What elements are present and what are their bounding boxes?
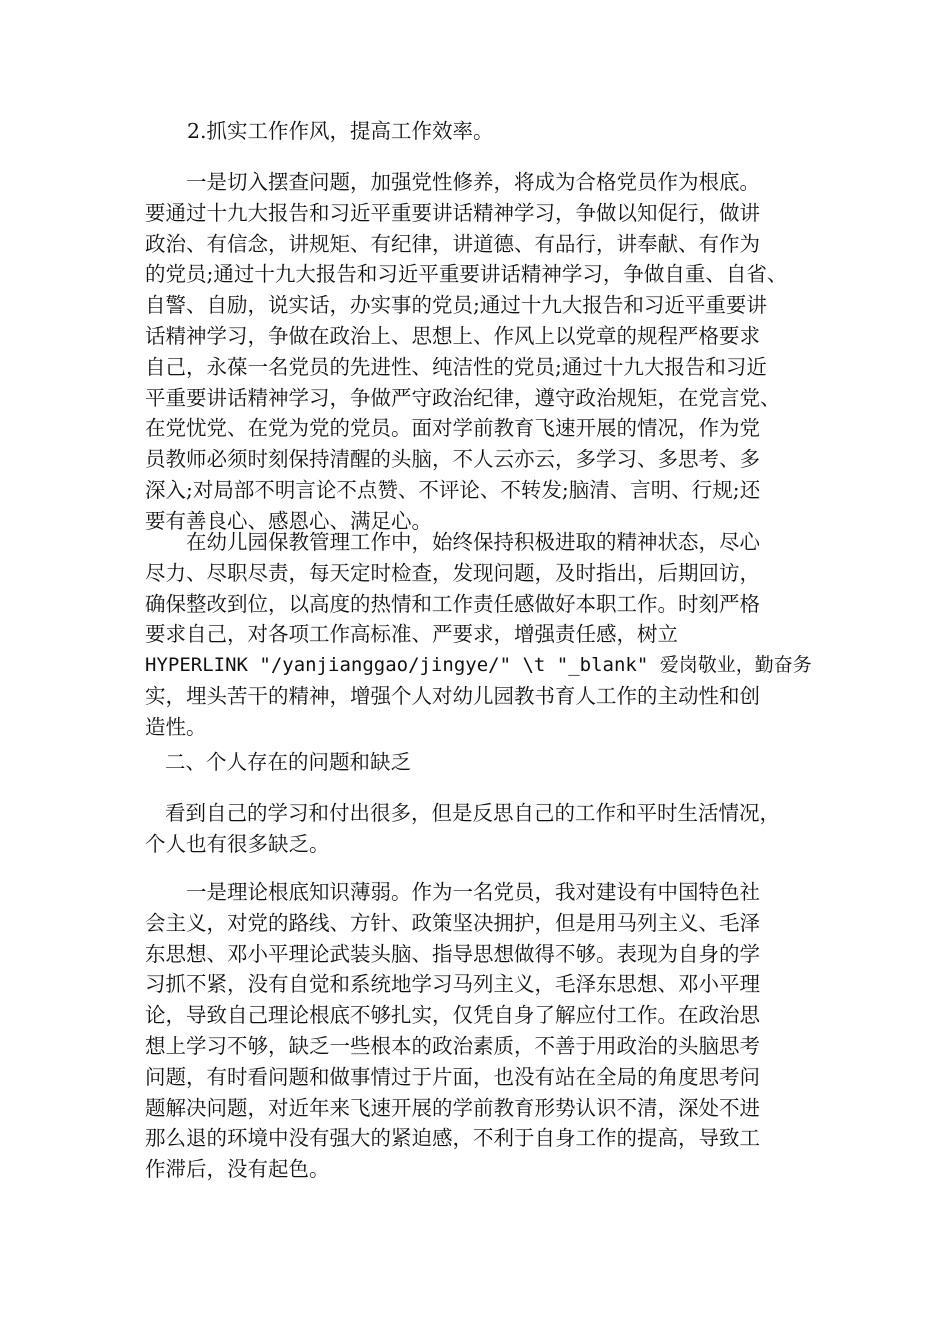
paragraph-kindergarten-management <box>145 527 815 743</box>
text-line: 那么退的环境中没有强大的紧迫感，不利于自身工作的提高，导致工 <box>145 1126 760 1151</box>
text-line: 深入;对局部不明言论不点赞、不评论、不转发;脑清、言明、行规;还 <box>145 477 761 502</box>
text-line: 作滞后，没有起色。 <box>145 1157 330 1182</box>
text-line: 会主义，对党的路线、方针、政策坚决拥护，但是用马列主义、毛泽 <box>145 910 760 935</box>
subheading-work-style <box>145 116 815 147</box>
text-line: 尽力、尽职尽责，每天定时检查，发现问题，及时指出，后期回访， <box>145 560 760 585</box>
section-title-text: 二、个人存在的问题和缺乏 <box>165 750 411 774</box>
text-line: 个人也有很多缺乏。 <box>145 831 330 856</box>
text-line: 题解决问题，对近年来飞速开展的学前教育形势认识不清，深处不进 <box>145 1095 760 1120</box>
text-line: 政治、有信念，讲规矩、有纪律，讲道德、有品行，讲奉献、有作为 <box>145 231 760 256</box>
text-line: 平重要讲话精神学习，争做严守政治纪律，遵守政治规矩，在党言党、 <box>145 385 781 410</box>
text-line: 习抓不紧，没有自觉和系统地学习马列主义，毛泽东思想、邓小平理 <box>145 972 760 997</box>
text-line: 造性。 <box>145 714 207 739</box>
text-line: 确保整改到位，以高度的热情和工作责任感做好本职工作。时刻严格 <box>145 591 760 616</box>
hyperlink-field-line: HYPERLINK "/yanjianggao/jingye/" \t "_blank" 爱岗敬业，勤奋务 <box>145 654 812 677</box>
text-line: 话精神学习，争做在政治上、思想上、作风上以党章的规程严格要求 <box>145 323 760 348</box>
text-line: 问题，有时看问题和做事情过于片面，也没有站在全局的角度思考问 <box>145 1064 760 1089</box>
section-title-shortcomings <box>145 747 815 778</box>
text-line: 自警、自励，说实话，办实事的党员;通过十九大报告和习近平重要讲 <box>145 293 767 318</box>
text-line: 在党忧党、在党为党的党员。面对学前教育飞速开展的情况，作为党 <box>145 416 760 441</box>
text-line: 想上学习不够，缺乏一些根本的政治素质，不善于用政治的头脑思考 <box>145 1033 760 1058</box>
text-line: 员教师必须时刻保持清醒的头脑，不人云亦云，多学习、多思考、多 <box>145 447 760 472</box>
text-line: 在幼儿园保教管理工作中，始终保持积极进取的精神状态，尽心 <box>145 530 760 554</box>
paragraph-theory-weakness <box>145 877 815 1185</box>
text-line: 一是理论根底知识薄弱。作为一名党员，我对建设有中国特色社 <box>145 880 760 904</box>
text-line: 实，埋头苦干的精神，增强个人对幼儿园教书育人工作的主动性和创 <box>145 683 760 708</box>
paragraph-self-reflection <box>145 798 815 860</box>
text-line: 一是切入摆查问题，加强党性修养，将成为合格党员作为根底。 <box>145 170 760 194</box>
text-line: 论，导致自己理论根底不够扎实，仅凭自身了解应付工作。在政治思 <box>145 1003 760 1028</box>
text-line: 的党员;通过十九大报告和习近平重要讲话精神学习，争做自重、自省、 <box>145 262 788 287</box>
subheading-text: 2.抓实工作作风，提高工作效率。 <box>187 119 494 143</box>
paragraph-party-cultivation <box>145 167 815 537</box>
text-line: 看到自己的学习和付出很多，但是反思自己的工作和平时生活情况， <box>165 801 780 825</box>
text-line: 要有善良心、感恩心、满足心。 <box>145 508 432 533</box>
text-line: 自己，永葆一名党员的先进性、纯洁性的党员;通过十九大报告和习近 <box>145 354 767 379</box>
text-line: 要求自己，对各项工作高标准、严要求，增强责任感，树立 <box>145 622 678 647</box>
text-line: 要通过十九大报告和习近平重要讲话精神学习，争做以知促行，做讲 <box>145 200 760 225</box>
text-line: 东思想、邓小平理论武装头脑、指导思想做得不够。表现为自身的学 <box>145 941 760 966</box>
